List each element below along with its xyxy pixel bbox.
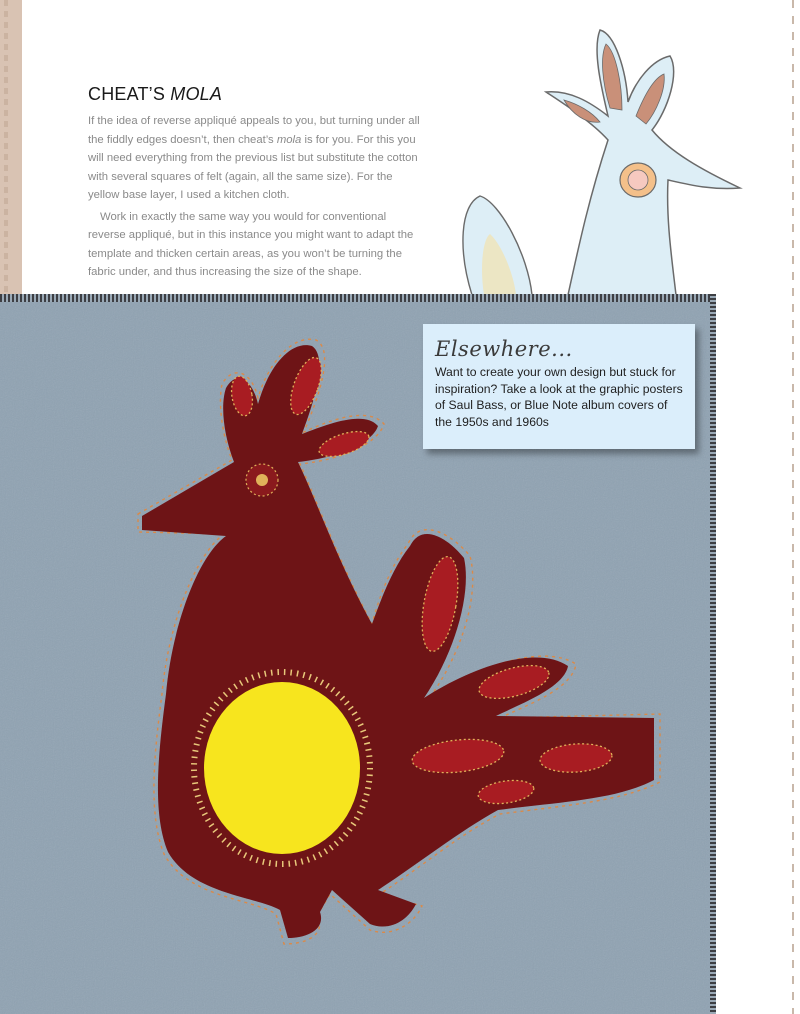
section-heading: CHEAT’S MOLA <box>88 84 223 104</box>
callout-text: Want to create your own design but stuck for inspiration? Take a look at the graphic posters of Saul Bass, or Blue Note album covers of the 1950s and 1960s <box>435 365 683 429</box>
callout-title: Elsewhere... <box>435 337 573 361</box>
article-body <box>88 112 424 282</box>
paragraph-2: Work in exactly the same way you would for conventional reverse appliqué, but in this instance you might want to adapt the template and thicken certain areas, as you won’t be turning the fabric under, and thus increasing the size of the shape. <box>88 210 414 278</box>
paragraph-1: If the idea of reverse appliqué appeals to you, but turning under all the fiddly edges doesn’t, then cheat’s mola is for you. For this you will need everything from the previous list but substitute the cotton with several squares of felt (again, all the same size). For the yellow base layer, I used a kitchen cloth. <box>88 115 420 201</box>
elsewhere-callout <box>423 324 695 449</box>
rabbit-illustration-icon <box>440 20 760 295</box>
right-page-margin-dashes <box>792 0 794 1014</box>
